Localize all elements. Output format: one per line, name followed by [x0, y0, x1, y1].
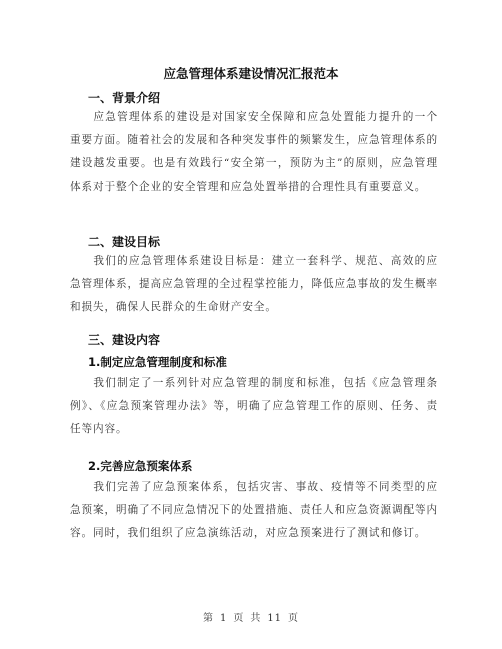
- footer-suffix: 页: [288, 613, 300, 624]
- page-footer: [0, 609, 502, 624]
- section-heading-background: 一、背景介绍: [88, 91, 161, 105]
- document-title: 应急管理体系建设情况汇报范本: [163, 66, 339, 81]
- subsection-text-emergency-plans: 我们完善了应急预案体系，包括灾害、事故、疫情等不同类型的应急预案，明确了不同应急情况下的处置措施、责任人和应急资源调配等内容。同时，我们组织了应急演练活动，对应急预案进行了测试和修订。: [70, 481, 438, 540]
- footer-prefix: 第: [202, 613, 214, 624]
- section-text-goals: 我们的应急管理体系建设目标是：建立一套科学、规范、高效的应急管理体系，提高应急管理的全过程掌控能力，降低应急事故的发生概率和损失，确保人民群众的生命财产安全。: [70, 255, 438, 314]
- footer-total-pages: 11: [267, 613, 283, 624]
- subsection-text-regulations: 我们制定了一系列针对应急管理的制度和标准，包括《应急管理条例》、《应急预案管理办法》等，明确了应急管理工作的原则、任务、责任等内容。: [70, 377, 438, 436]
- subsection-heading-regulations: 1.制定应急管理制度和标准: [88, 355, 227, 369]
- section-text-background: 应急管理体系的建设是对国家安全保障和应急处置能力提升的一个重要方面。随着社会的发展和各种突发事件的频繁发生，应急管理体系的建设越发重要。也是有效践行“安全第一，预防为主”的原则，应急管理体系对于整个企业的安全管理和应急处置举措的合理性具有重要意义。: [70, 111, 438, 193]
- footer-current-page: 1: [219, 613, 228, 624]
- section-heading-goals: 二、建设目标: [88, 235, 161, 249]
- subsection-heading-emergency-plans: 2.完善应急预案体系: [88, 459, 193, 473]
- footer-page-unit: 页: [233, 613, 245, 624]
- section-heading-content: 三、建设内容: [88, 333, 161, 347]
- footer-middle: 共: [250, 613, 262, 624]
